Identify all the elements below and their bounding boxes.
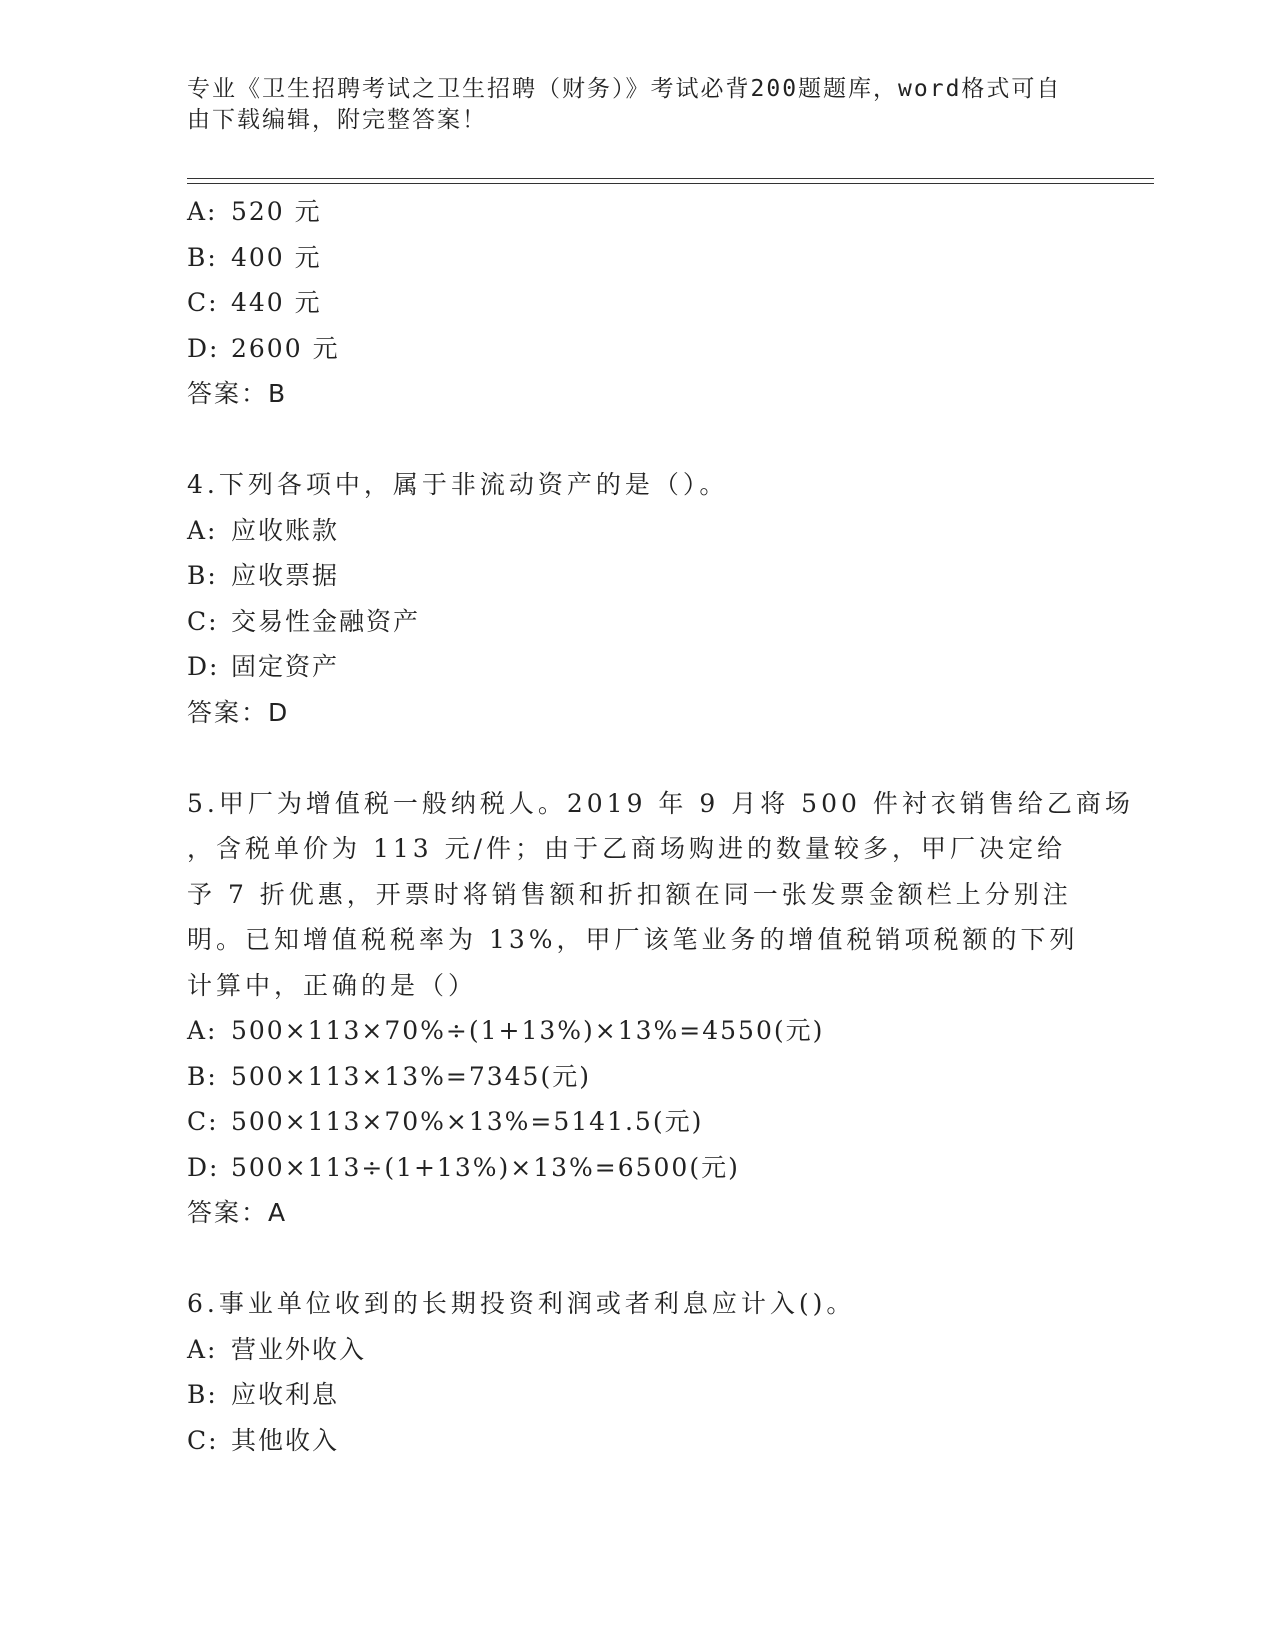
question-block-5 xyxy=(187,781,1134,1236)
option-label: C: xyxy=(187,288,219,317)
question-text: 明。已知增值税税率为 13%，甲厂该笔业务的增值税销项税额的下列 xyxy=(187,925,1079,954)
header-line-1: 专业《卫生招聘考试之卫生招聘（财务）》考试必背200题题库，word格式可自 xyxy=(187,76,1062,102)
option-label: B: xyxy=(187,1380,218,1409)
option-label: D: xyxy=(187,333,220,363)
option-text: 其他收入 xyxy=(231,1425,340,1455)
header-divider-top xyxy=(187,178,1154,179)
option-d xyxy=(187,644,1087,690)
option-b xyxy=(187,1054,1087,1100)
option-c xyxy=(187,599,1087,645)
option-text: 500×113÷(1+13%)×13%=6500(元) xyxy=(231,1152,740,1182)
option-label: A: xyxy=(187,515,218,545)
option-text: 应收利息 xyxy=(231,1380,340,1409)
answer-line: 答案：A xyxy=(187,1198,288,1227)
option-c xyxy=(187,1418,1087,1464)
option-label: B: xyxy=(187,561,218,590)
question-text: 5.甲厂为增值税一般纳税人。2019 年 9 月将 500 件衬衣销售给乙商场 xyxy=(187,788,1134,818)
option-label: C: xyxy=(187,1425,219,1455)
question-block-6 xyxy=(187,1281,1087,1463)
option-label: A: xyxy=(187,1016,218,1045)
question-block-4 xyxy=(187,462,1087,735)
spacer xyxy=(187,1236,1087,1282)
option-label: C: xyxy=(187,606,219,636)
option-text: 固定资产 xyxy=(231,652,340,681)
option-text: 营业外收入 xyxy=(231,1334,367,1364)
option-c xyxy=(187,1099,1087,1145)
spacer xyxy=(187,417,1087,463)
option-text: 2600 元 xyxy=(231,333,340,363)
option-label: A: xyxy=(187,1334,218,1364)
option-text: 400 元 xyxy=(231,242,322,272)
question-list xyxy=(187,189,1134,1463)
option-text: 应收票据 xyxy=(231,561,340,590)
option-b xyxy=(187,553,1087,599)
option-c xyxy=(187,280,1087,326)
option-label: D: xyxy=(187,1152,220,1182)
option-b xyxy=(187,235,1087,281)
option-text: 500×113×13%=7345(元) xyxy=(231,1061,591,1091)
question-text: 予 7 折优惠，开票时将销售额和折扣额在同一张发票金额栏上分别注 xyxy=(187,879,1072,909)
option-a xyxy=(187,189,1087,235)
option-text: 应收账款 xyxy=(231,515,340,545)
option-a xyxy=(187,508,1087,554)
option-label: D: xyxy=(187,652,220,681)
question-block-3 xyxy=(187,189,1087,417)
header-divider-bottom xyxy=(187,183,1154,184)
option-d xyxy=(187,1145,1087,1191)
question-text: ，含税单价为 113 元/件；由于乙商场购进的数量较多，甲厂决定给 xyxy=(187,834,1067,863)
question-text: 4.下列各项中，属于非流动资产的是（）。 xyxy=(187,470,729,499)
option-a xyxy=(187,1008,1087,1054)
option-d xyxy=(187,326,1087,372)
header-line-2: 由下载编辑，附完整答案！ xyxy=(187,107,487,133)
question-text: 计算中，正确的是（） xyxy=(187,970,478,1000)
question-text: 6.事业单位收到的长期投资利润或者利息应计入()。 xyxy=(187,1289,856,1318)
option-text: 500×113×70%×13%=5141.5(元) xyxy=(231,1107,704,1136)
option-text: 交易性金融资产 xyxy=(231,606,421,636)
option-text: 440 元 xyxy=(231,288,322,317)
answer-line: 答案：D xyxy=(187,697,290,727)
option-text: 500×113×70%÷(1+13%)×13%=4550(元) xyxy=(231,1016,825,1045)
option-label: B: xyxy=(187,242,218,272)
option-text: 520 元 xyxy=(231,197,322,226)
document-header xyxy=(187,74,1067,136)
answer-line: 答案：B xyxy=(187,379,288,408)
option-label: C: xyxy=(187,1107,219,1136)
option-label: A: xyxy=(187,197,218,226)
spacer xyxy=(187,735,1087,781)
option-a xyxy=(187,1327,1087,1373)
option-b xyxy=(187,1372,1087,1418)
option-label: B: xyxy=(187,1061,218,1091)
